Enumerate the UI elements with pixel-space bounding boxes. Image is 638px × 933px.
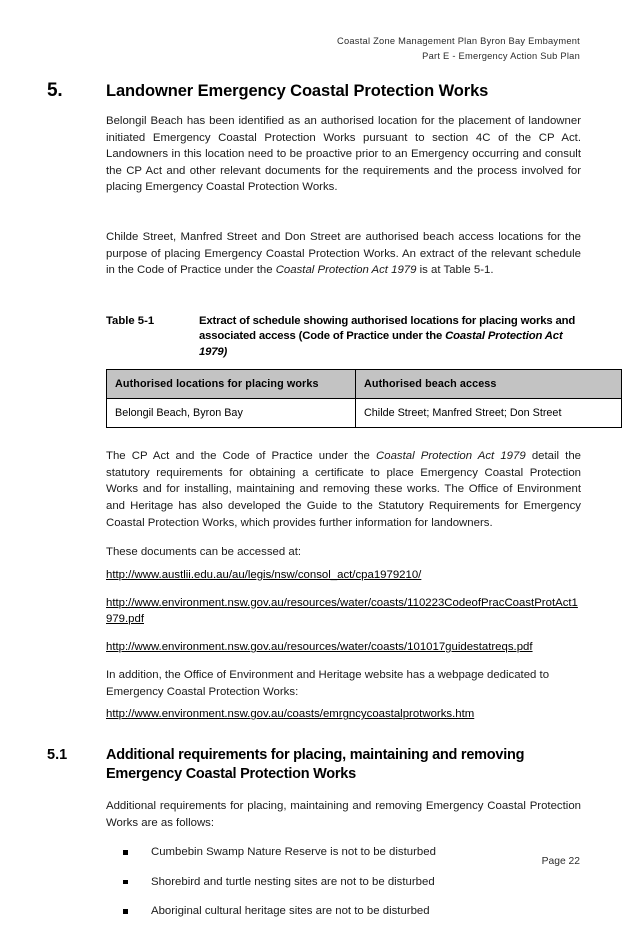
table-5-1-label: Table 5-1 — [106, 314, 155, 327]
caption-act-citation: Coastal Protection Act 1979) — [199, 330, 563, 358]
heading-section-5 — [47, 80, 581, 102]
section-5-title: Landowner Emergency Coastal Protection Works — [106, 82, 489, 100]
page-number: Page 22 — [541, 856, 580, 867]
table-body — [107, 399, 622, 428]
section-5-paragraph-1: Belongil Beach has been identified as an authorised location for the placement of landowner initiated Emergency Coastal Protection Works pursuant to section 4C of the CP Act. Landowners in this location need to be proactive prior to an Emergency occurring and consult the CP Act and other relevant documents for the requirements and the process involved for placing Emergency Coastal Protection Works. — [106, 115, 581, 194]
link-paragraph-1 — [106, 567, 581, 584]
link-paragraph-2 — [106, 595, 581, 629]
paragraph-spacer — [106, 209, 581, 229]
table-5-1 — [106, 369, 622, 428]
table-caption-spacer — [106, 292, 581, 312]
list-item-label: Shorebird and turtle nesting sites are not to be disturbed — [151, 875, 435, 888]
header-line-1: Coastal Zone Management Plan Byron Bay Embayment — [337, 36, 580, 46]
heading-section-5-1 — [47, 746, 581, 784]
header-line-2: Part E - Emergency Action Sub Plan — [422, 50, 580, 61]
table-row — [107, 399, 622, 428]
table-header — [107, 370, 622, 399]
webpage-intro: In addition, the Office of Environment and Heritage website has a webpage dedicated to Emergency Coastal Protection Works: — [106, 669, 550, 698]
table-5-1-caption-text — [199, 314, 581, 361]
post-table-spacer — [106, 428, 581, 448]
section-5-1-number: 5.1 — [47, 746, 68, 763]
cell-access: Childe Street; Manfred Street; Don Street — [356, 399, 622, 428]
cell-location: Belongil Beach, Byron Bay — [107, 399, 356, 428]
page-footer — [58, 856, 580, 867]
section-5-body — [106, 113, 581, 312]
link-guide-statutory-requirements-pdf[interactable]: http://www.environment.nsw.gov.au/resources/water/coasts/101017guidestatreqs.pdf — [106, 641, 533, 654]
table-5-1-caption — [106, 314, 581, 361]
page-content — [47, 80, 581, 933]
para-3-text-b: detail the statutory requirements for obtaining a certificate to place Emergency Coastal Protection Works and for installing, maintaining and removing these works. The Office of Environment and Heritage has also developed the Guide to the Statutory Requirements for Emergency Coastal Protection Works, which provides further information for landowners. — [106, 450, 582, 529]
column-header-access: Authorised beach access — [356, 370, 622, 399]
link-paragraph-3 — [106, 639, 581, 656]
link-code-of-practice-pdf[interactable]: http://www.environment.nsw.gov.au/resources/water/coasts/110223CodeofPracCoastProtAct1979.pdf — [106, 596, 578, 626]
section-5-paragraph-2 — [106, 229, 581, 279]
caption-text-plain: Extract of schedule showing authorised locations for placing works and associated access (Code of Practice under the — [199, 314, 576, 343]
link-paragraph-4 — [106, 706, 581, 723]
list-item — [106, 903, 581, 920]
section-5-number: 5. — [47, 80, 63, 101]
section-5-paragraph-3 — [106, 448, 581, 531]
square-bullet-icon — [123, 850, 128, 855]
table-header-row — [107, 370, 622, 399]
list-item — [106, 874, 581, 891]
section-5-1-paragraph-1: Additional requirements for placing, maintaining and removing Emergency Coastal Protection Works are as follows: — [106, 799, 581, 829]
column-header-locations: Authorised locations for placing works — [107, 370, 356, 399]
square-bullet-icon — [123, 880, 128, 885]
square-bullet-icon — [123, 909, 128, 914]
section-5-body-continued — [106, 428, 581, 723]
para-2-text-b: is at Table 5-1. — [416, 264, 494, 277]
para-3-text-a: The CP Act and the Code of Practice under the — [106, 450, 377, 463]
document-running-header — [58, 34, 580, 63]
para-2-act-citation: Coastal Protection Act 1979 — [275, 264, 417, 277]
para-2-text-a: Childe Street, Manfred Street and Don Street are authorised beach access locations for the purpose of placing Emergency Coastal Protection Works. An extract of the relevant schedule in the Code of Practice under the — [106, 230, 581, 277]
list-item-label: Cumbebin Swamp Nature Reserve is not to be disturbed — [151, 846, 436, 859]
documents-access-intro: These documents can be accessed at: — [106, 546, 302, 559]
section-5-1-title: Additional requirements for placing, maintaining and removing Emergency Coastal Protection Works — [106, 746, 525, 782]
para-3-act-citation: Coastal Protection Act 1979 — [376, 450, 526, 463]
link-austlii-cpa1979[interactable]: http://www.austlii.edu.au/au/legis/nsw/consol_act/cpa1979210/ — [106, 568, 422, 581]
list-item-label: Aboriginal cultural heritage sites are not to be disturbed — [151, 905, 430, 918]
link-emergency-coastal-protection-works-webpage[interactable]: http://www.environment.nsw.gov.au/coasts/emrgncycoastalprotworks.htm — [106, 708, 475, 721]
